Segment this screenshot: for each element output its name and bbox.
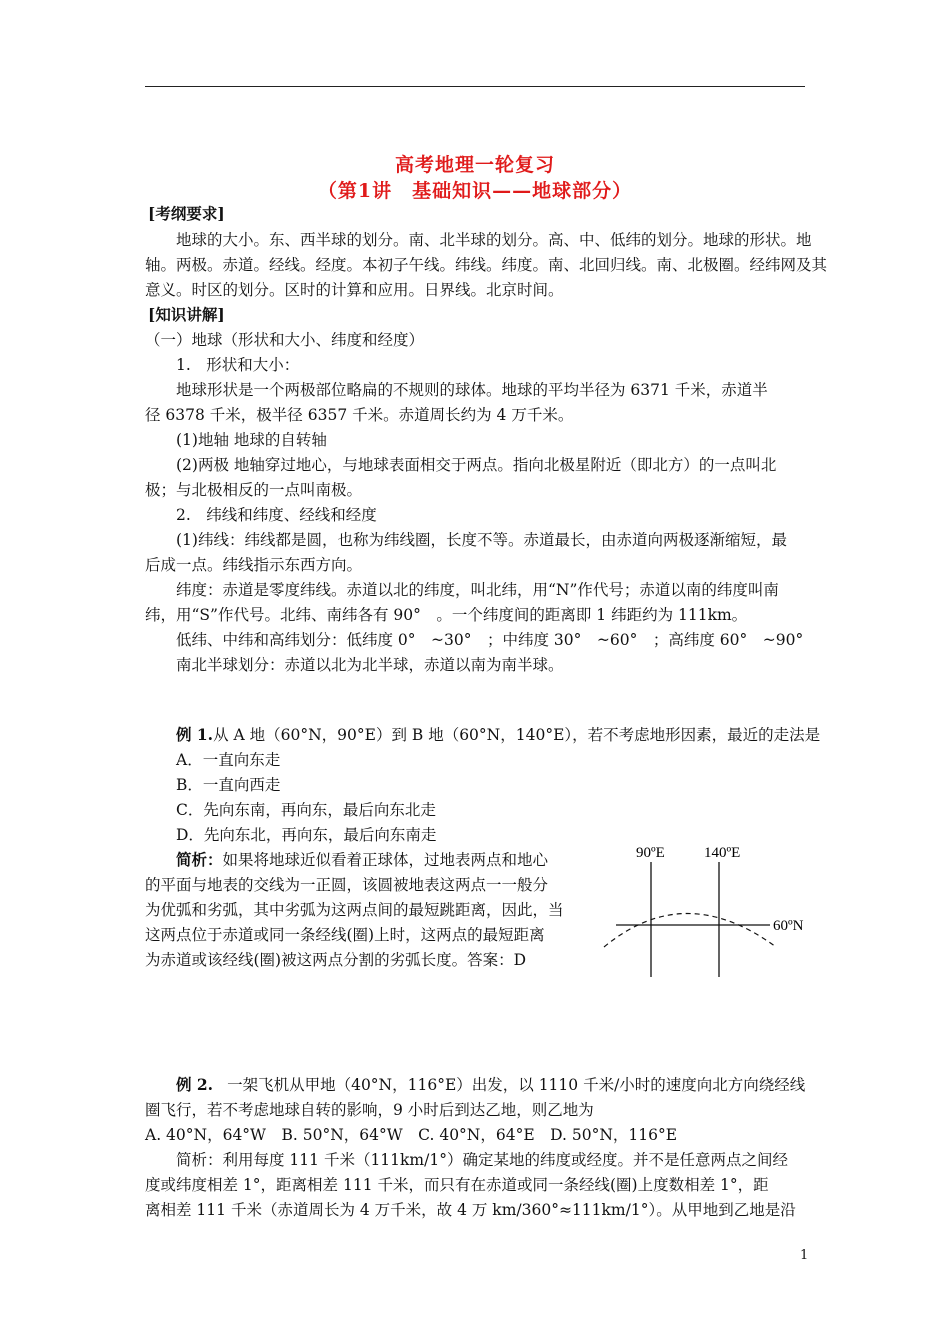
label-140e: 140ºE <box>704 845 741 861</box>
paragraph-line: 1. 形状和大小： <box>176 356 300 374</box>
example-2-label: 例 2. <box>176 1075 214 1094</box>
paragraph-line: 极；与北极相反的一点叫南极。 <box>145 481 363 499</box>
paragraph-line: 圈飞行，若不考虑地球自转的影响，9 小时后到达乙地，则乙地为 <box>145 1101 594 1119</box>
example-1-question <box>176 725 820 745</box>
document-subtitle: （第1讲 基础知识——地球部分） <box>317 180 633 202</box>
paragraph-line: 为优弧和劣弧，其中劣弧为这两点间的最短跳距离，因此，当 <box>145 901 564 919</box>
example-1-analysis <box>176 850 548 870</box>
paragraph-line: 意义。时区的划分。区时的计算和应用。日界线。北京时间。 <box>145 281 564 299</box>
paragraph-line: 纬，用“S”作代号。北纬、南纬各有 90° 。一个纬度间的距离即 1 纬距约为 111km。 <box>145 606 748 624</box>
paragraph-line: 低纬、中纬和高纬划分：低纬度 0° ~30° ；中纬度 30° ~60° ；高纬度 60° ~90° <box>176 631 804 649</box>
paragraph-line: 南北半球划分：赤道以北为北半球，赤道以南为南半球。 <box>176 656 564 674</box>
paragraph-line: 地球形状是一个两极部位略扁的不规则的球体。地球的平均半径为 6371 千米，赤道半 <box>176 381 768 399</box>
header-rule <box>145 86 805 87</box>
example-1-label: 例 1. <box>176 725 214 744</box>
example-1-option-a: A．一直向东走 <box>176 751 281 769</box>
paragraph-line: 简析：利用每度 111 千米（111km/1°）确定某地的纬度或经度。并不是任意两点之间经 <box>176 1151 788 1169</box>
paragraph-line: 后成一点。纬线指示东西方向。 <box>145 556 363 574</box>
example-2-question <box>176 1075 805 1095</box>
label-60n: 60ºN <box>773 918 804 934</box>
analysis-label: 简析： <box>176 850 223 869</box>
paragraph-line: （一）地球（形状和大小、纬度和经度） <box>145 331 425 349</box>
section-heading-syllabus: [考纲要求] <box>148 204 225 223</box>
paragraph-line: 度或纬度相差 1°，距离相差 111 千米，而只有在赤道或同一条经线(圈)上度数相差 1°，距 <box>145 1176 769 1194</box>
paragraph-line: (1)纬线：纬线都是圆，也称为纬线圈，长度不等。赤道最长，由赤道向两极逐渐缩短，最 <box>176 531 787 549</box>
paragraph-line: (2)两极 地轴穿过地心，与地球表面相交于两点。指向北极星附近（即北方）的一点叫北 <box>176 456 777 474</box>
paragraph-line: 离相差 111 千米（赤道周长为 4 万千米，故 4 万 km/360°≈111km/1°）。从甲地到乙地是沿 <box>145 1201 796 1219</box>
paragraph-line: 纬度：赤道是零度纬线。赤道以北的纬度，叫北纬，用“N”作代号；赤道以南的纬度叫南 <box>176 581 779 599</box>
paragraph-line: 为赤道或该经线(圈)被这两点分割的劣弧长度。答案：D <box>145 951 527 969</box>
paragraph-line: 的平面与地表的交线为一正圆，该圆被地表这两点一一般分 <box>145 876 549 894</box>
paragraph-line: 轴。两极。赤道。经线。经度。本初子午线。纬线。纬度。南、北回归线。南、北极圈。经纬网及其 <box>145 256 828 274</box>
paragraph-line: 地球的大小。东、西半球的划分。南、北半球的划分。高、中、低纬的划分。地球的形状。地 <box>176 231 812 249</box>
section-heading-knowledge: [知识讲解] <box>148 305 225 324</box>
example-2-question-text: 一架飞机从甲地（40°N，116°E）出发，以 1110 千米/小时的速度向北方向绕经线 <box>227 1076 806 1094</box>
example-1-option-c: C．先向东南，再向东，最后向东北走 <box>176 801 436 819</box>
document-title: 高考地理一轮复习 <box>394 154 555 176</box>
paragraph-line: 这两点位于赤道或同一条经线(圈)上时，这两点的最短距离 <box>145 926 545 944</box>
paragraph-line: 2. 纬线和纬度、经线和经度 <box>176 506 377 524</box>
paragraph-line: 径 6378 千米，极半径 6357 千米。赤道周长约为 4 万千米。 <box>145 406 574 424</box>
example-1-question-text: 从 A 地（60°N，90°E）到 B 地（60°N，140°E），若不考虑地形因素，最近的走法是 <box>213 726 821 744</box>
example-1-option-d: D．先向东北，再向东，最后向东南走 <box>176 826 437 844</box>
label-90e: 90ºE <box>636 845 665 861</box>
paragraph-line: (1)地轴 地球的自转轴 <box>176 431 327 449</box>
great-circle-arc <box>604 914 776 948</box>
example-1-option-b: B．一直向西走 <box>176 776 281 794</box>
example-2-options: A. 40°N，64°W B. 50°N，64°W C. 40°N，64°E D. 50°N，116°E <box>145 1126 678 1144</box>
page-number: 1 <box>800 1248 809 1263</box>
graticule-diagram <box>590 840 815 980</box>
analysis-text: 如果将地球近似看着正球体，过地表两点和地心 <box>222 851 549 869</box>
